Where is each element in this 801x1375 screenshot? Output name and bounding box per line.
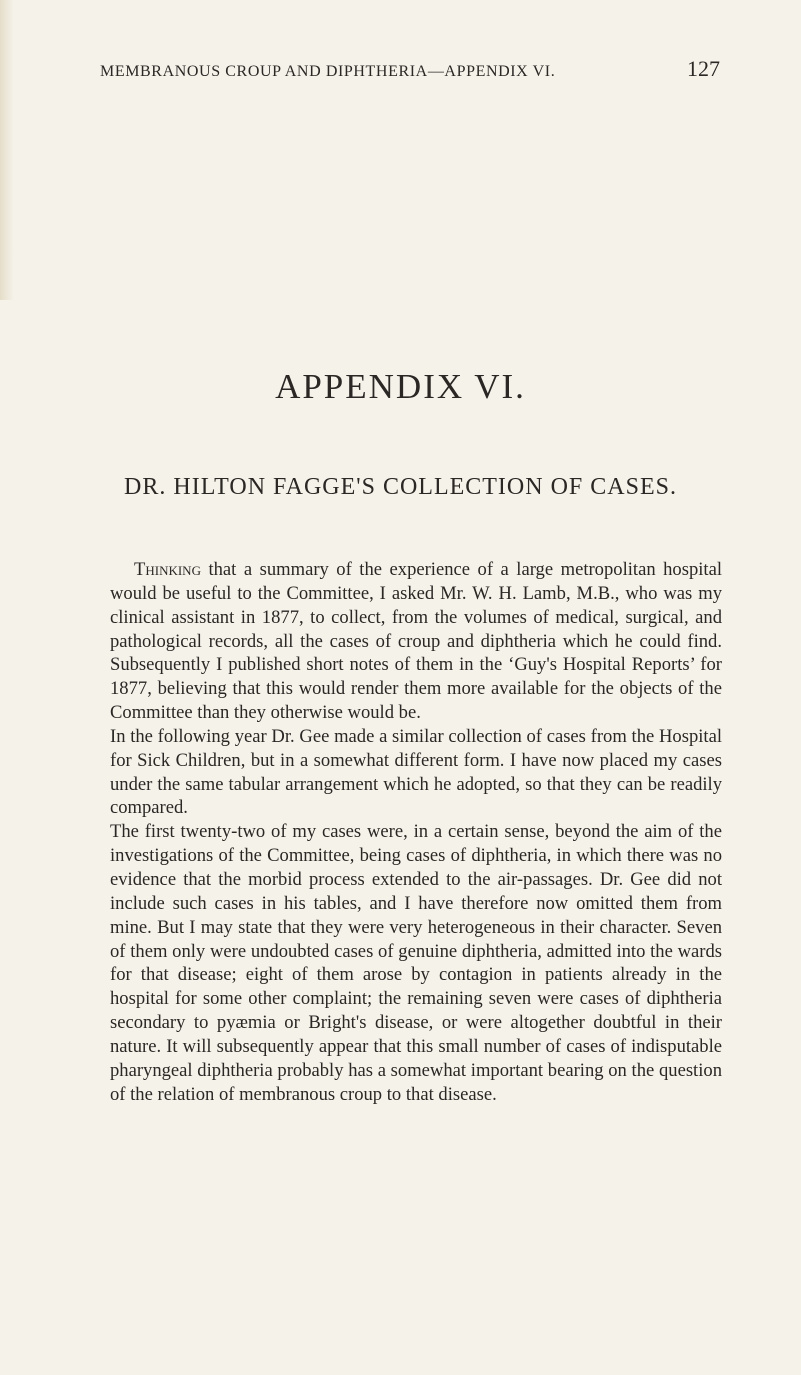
paragraph-lead-word: Thinking — [134, 559, 201, 580]
paragraph — [110, 558, 722, 725]
body-text — [110, 558, 722, 1106]
paragraph — [110, 725, 722, 820]
page-edge-shadow — [0, 0, 14, 300]
paragraph — [110, 820, 722, 1106]
paragraph-text: The first twenty-two of my cases were, in a certain sense, beyond the aim of the investigations of the Committee, being cases of diphtheria, in which there was no evidence that the morbid process extended to the air-passages. Dr. Gee did not include such cases in his tables, and I have therefore now omitted them from mine. But I may state that they were very heterogeneous in their character. Seven of them only were undoubted cases of genuine diphtheria, admitted into the wards for that disease; eight of them arose by contagion in patients already in the hospital for some other complaint; the remaining seven were cases of diphtheria secondary to pyæmia or Bright's disease, or were altogether doubtful in their nature. It will subsequently appear that this small number of cases of indisputable pharyngeal diphtheria probably has a somewhat important bearing on the question of the relation of membranous croup to that disease. — [110, 821, 722, 1105]
page-number: 127 — [687, 56, 720, 81]
paragraph-text: that a summary of the experience of a large metropolitan hospital would be useful to the Committee, I asked Mr. W. H. Lamb, M.B., who was my clinical assistant in 1877, to collect, from the volumes of medical, surgical, and pathological records, all the cases of croup and diphtheria which he could find. Subsequently I published short notes of them in the ‘Guy's Hospital Reports’ for 1877, believing that this would render them more available for the objects of the Committee than they otherwise would be. — [110, 559, 722, 724]
paragraph-text: In the following year Dr. Gee made a similar collection of cases from the Hospital for Sick Children, but in a somewhat different form. I have now placed my cases under the same tabular arrangement which he adopted, so that they can be readily compared. — [110, 725, 722, 819]
running-head — [100, 56, 720, 82]
section-title: DR. HILTON FAGGE'S COLLECTION OF CASES. — [124, 474, 677, 500]
running-head-text: MEMBRANOUS CROUP AND DIPHTHERIA—APPENDIX VI. — [100, 63, 556, 80]
appendix-title: APPENDIX VI. — [275, 367, 526, 406]
